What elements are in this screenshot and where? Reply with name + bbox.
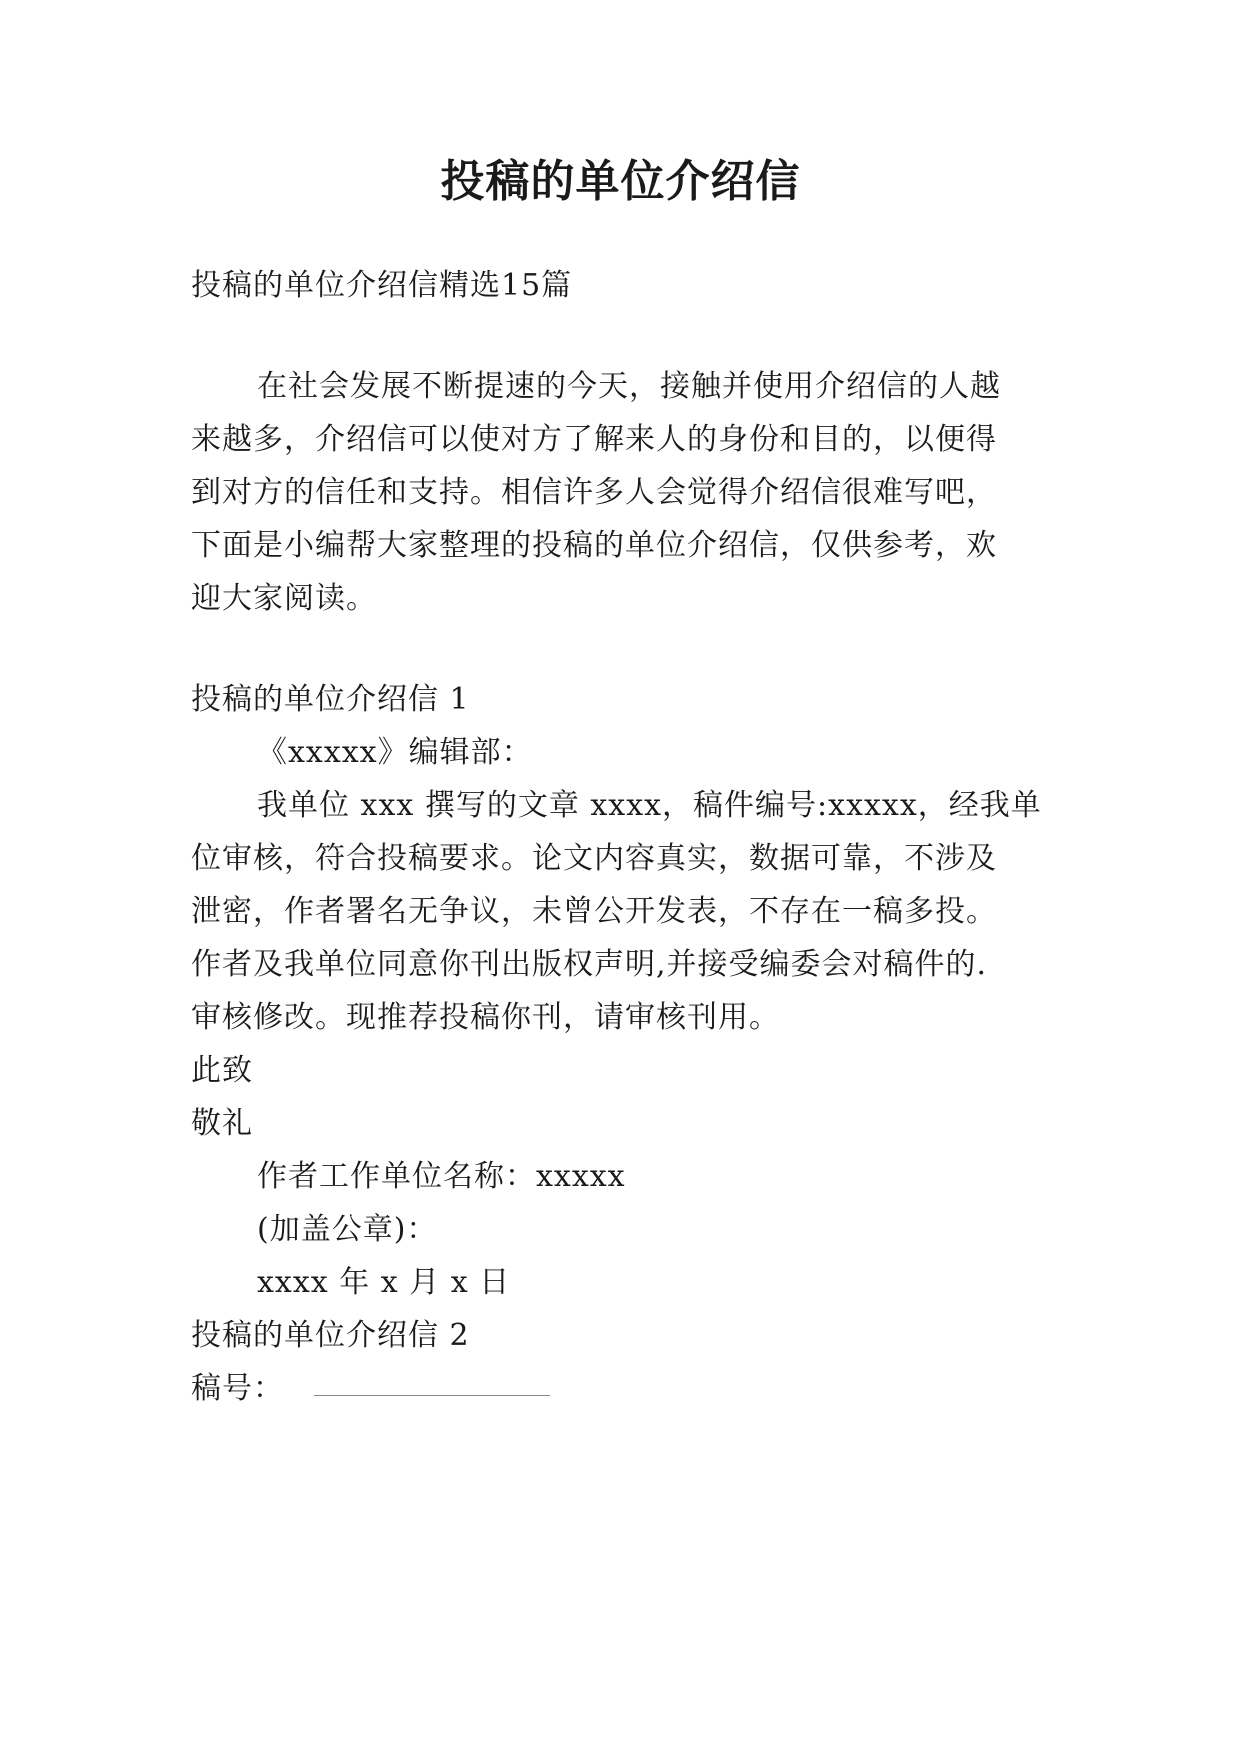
- letter1-unit-name: 作者工作单位名称：xxxxx: [257, 1159, 626, 1194]
- letter1-closing-2: 敬礼: [191, 1106, 253, 1141]
- manuscript-no-label: 稿号：: [191, 1371, 284, 1406]
- intro-line: 来越多，介绍信可以使对方了解来人的身份和目的，以便得: [191, 422, 997, 457]
- letter1-seal: (加盖公章)：: [257, 1212, 438, 1247]
- letter1-body-line: 作者及我单位同意你刊出版权声明,并接受编委会对稿件的.: [191, 947, 988, 982]
- letter1-date: xxxx 年 x 月 x 日: [257, 1265, 511, 1300]
- manuscript-no-blank-line: [314, 1369, 550, 1396]
- letter1-body-line: 我单位 xxx 撰写的文章 xxxx，稿件编号:xxxxx，经我单: [257, 788, 1042, 823]
- intro-line: 到对方的信任和支持。相信许多人会觉得介绍信很难写吧，: [191, 475, 997, 510]
- letter1-body-line: 泄密，作者署名无争议，未曾公开发表，不存在一稿多投。: [191, 894, 997, 929]
- intro-line: 下面是小编帮大家整理的投稿的单位介绍信，仅供参考，欢: [191, 528, 997, 563]
- letter1-body-line: 审核修改。现推荐投稿你刊，请审核刊用。: [191, 1000, 780, 1035]
- letter2-heading: 投稿的单位介绍信 2: [191, 1318, 470, 1353]
- letter1-body-line: 位审核，符合投稿要求。论文内容真实，数据可靠，不涉及: [191, 841, 997, 876]
- document-subtitle: 投稿的单位介绍信精选15篇: [191, 268, 573, 303]
- document-title: 投稿的单位介绍信: [440, 156, 801, 207]
- letter1-heading: 投稿的单位介绍信 1: [191, 682, 470, 717]
- letter2-manuscript-no: [191, 1369, 550, 1409]
- intro-line: 在社会发展不断提速的今天，接触并使用介绍信的人越: [257, 369, 1001, 404]
- letter1-salutation: 《xxxxx》编辑部：: [257, 735, 533, 770]
- letter1-closing-1: 此致: [191, 1053, 253, 1088]
- intro-line: 迎大家阅读。: [191, 581, 377, 616]
